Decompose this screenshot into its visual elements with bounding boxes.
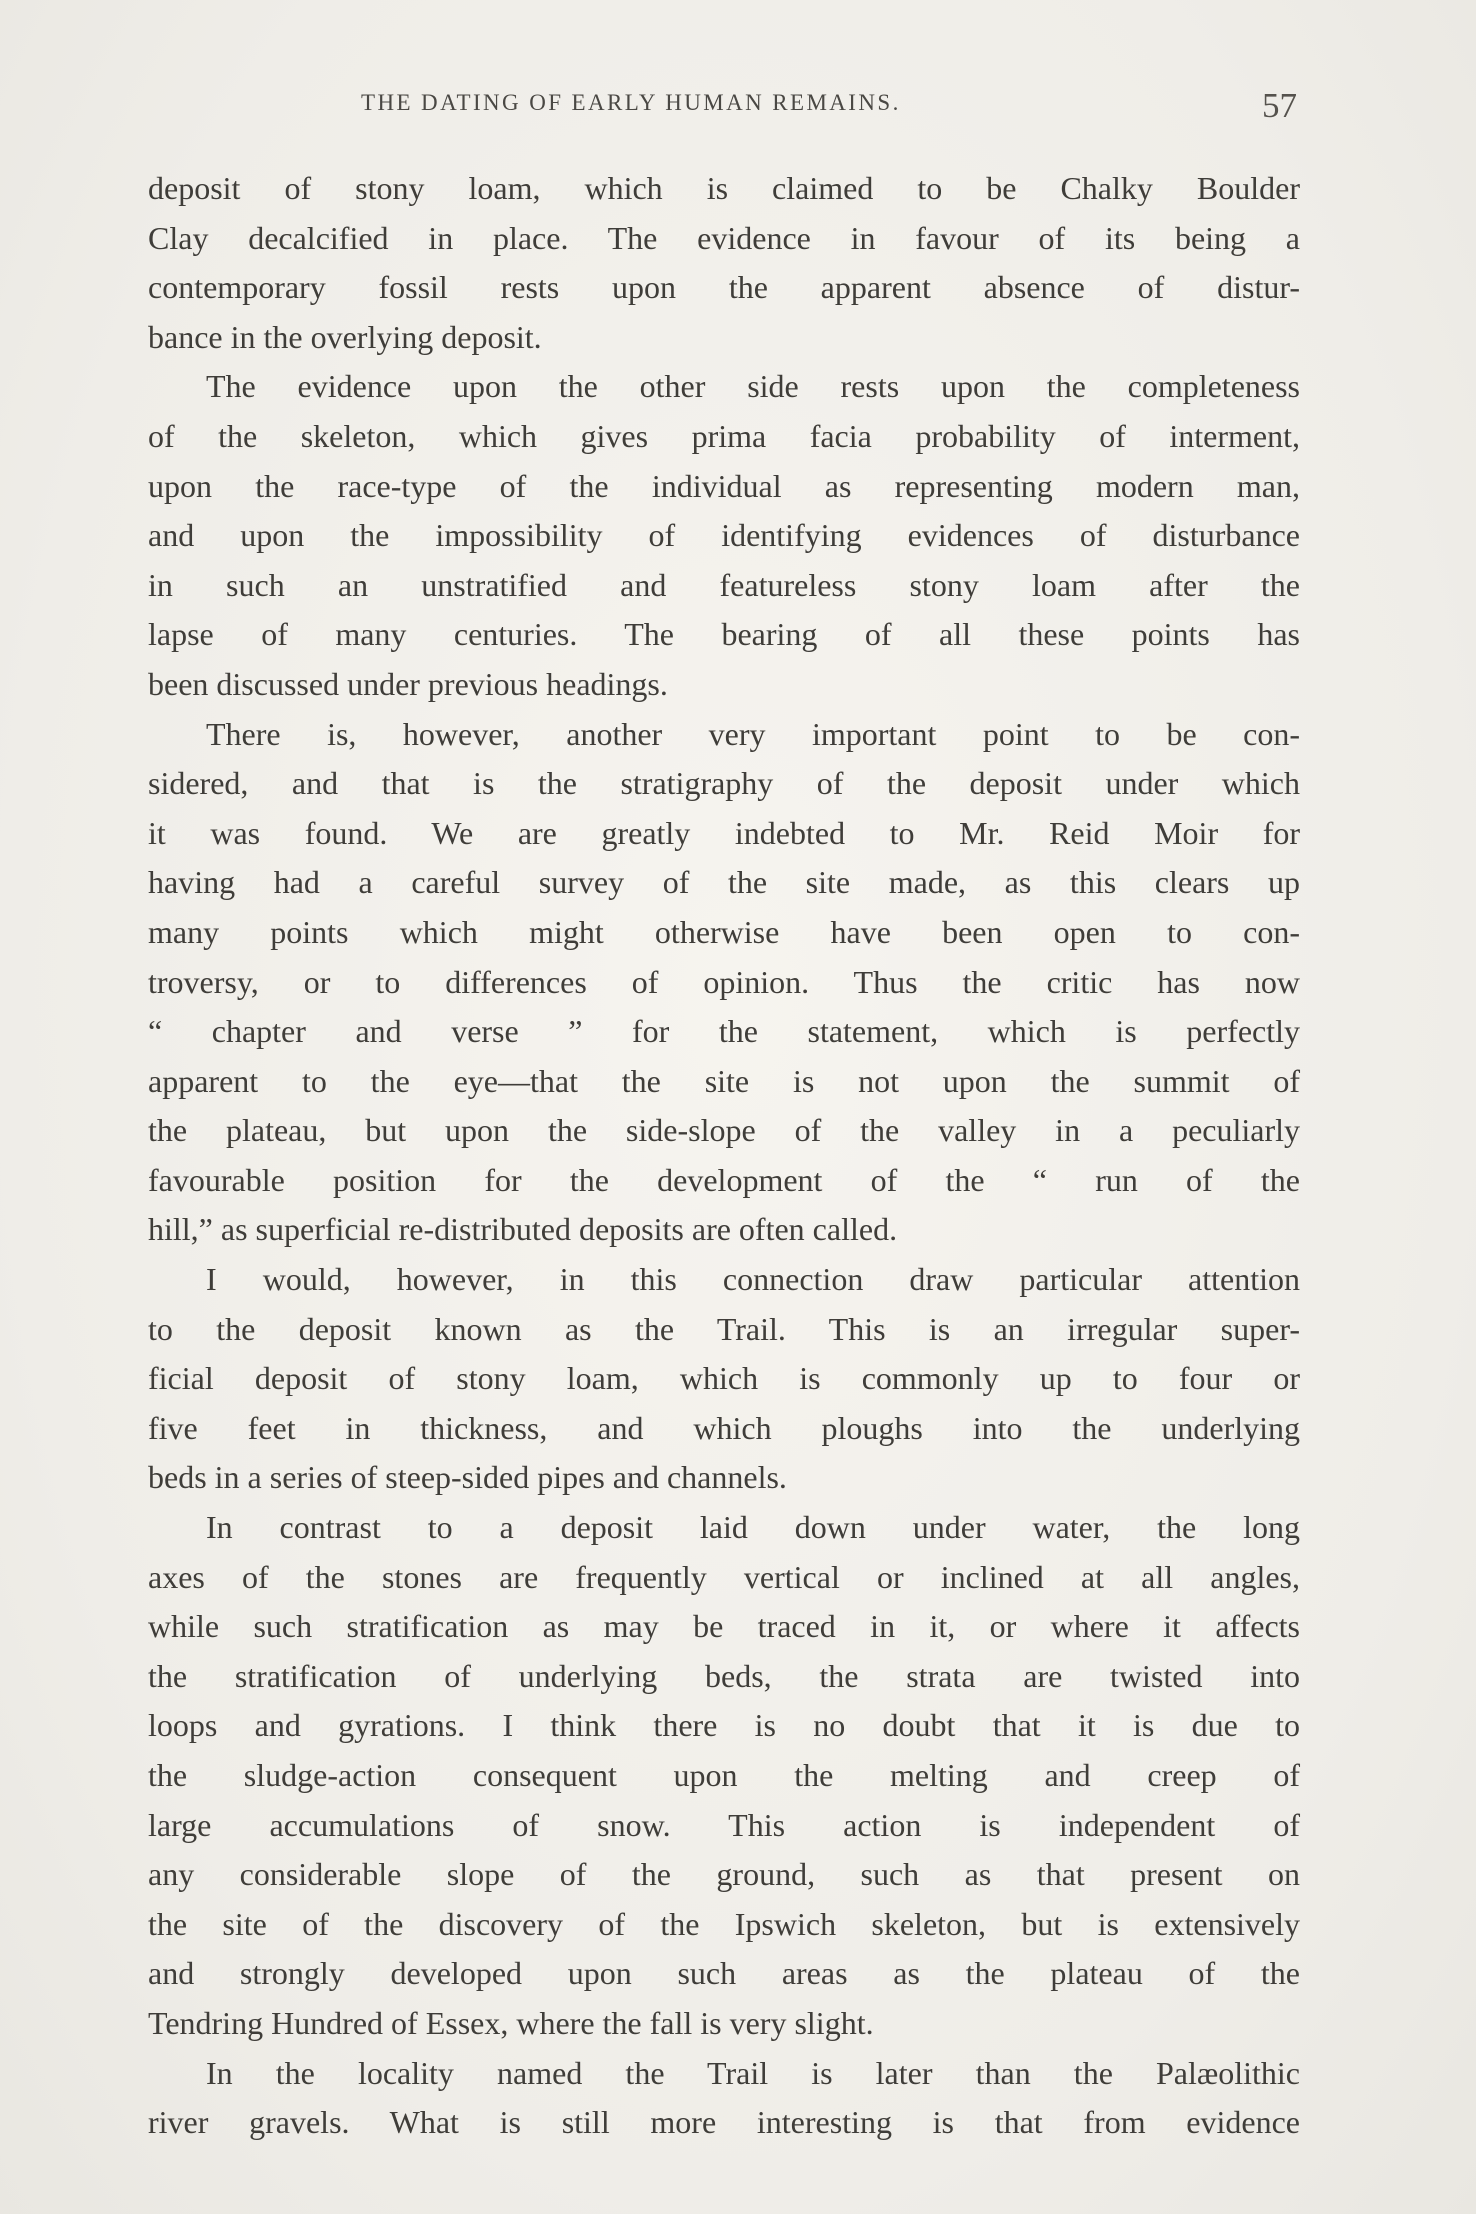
text-line: river gravels. What is still more interesting is that from evidence bbox=[148, 2104, 1300, 2141]
text-line: troversy, or to differences of opinion. Thus the critic has now bbox=[148, 963, 1300, 1000]
text-line: axes of the stones are frequently vertical or inclined at all angles, bbox=[148, 1558, 1300, 1595]
text-line: apparent to the eye—that the site is not upon the summit of bbox=[148, 1062, 1300, 1099]
text-line: and upon the impossibility of identifying evidences of disturbance bbox=[148, 517, 1300, 554]
text-line: the plateau, but upon the side-slope of the valley in a peculiarly bbox=[148, 1112, 1300, 1149]
text-line: In the locality named the Trail is later than the Palæolithic bbox=[206, 2054, 1300, 2091]
text-line: The evidence upon the other side rests upon the completeness bbox=[206, 368, 1300, 405]
page-number: 57 bbox=[1262, 86, 1297, 125]
text-line: “ chapter and verse ” for the statement, which is perfectly bbox=[148, 1013, 1300, 1050]
text-line: I would, however, in this connection draw particular attention bbox=[206, 1261, 1300, 1298]
text-line: the sludge-action consequent upon the melting and creep of bbox=[148, 1757, 1300, 1793]
text-line: ficial deposit of stony loam, which is commonly up to four or bbox=[148, 1360, 1300, 1397]
text-line: been discussed under previous headings. bbox=[148, 665, 668, 702]
text-line: In contrast to a deposit laid down under water, the long bbox=[206, 1509, 1300, 1546]
text-line: and strongly developed upon such areas as the plateau of the bbox=[148, 1955, 1300, 1992]
text-line: while such stratification as may be traced in it, or where it affects bbox=[148, 1608, 1300, 1645]
text-line: it was found. We are greatly indebted to Mr. Reid Moir for bbox=[148, 814, 1300, 851]
text-line: Tendring Hundred of Essex, where the fall is very slight. bbox=[148, 2004, 874, 2041]
text-line: the stratification of underlying beds, the strata are twisted into bbox=[148, 1657, 1300, 1694]
text-line: favourable position for the development of the “ run of the bbox=[148, 1161, 1300, 1198]
text-line: deposit of stony loam, which is claimed to be Chalky Boulder bbox=[148, 170, 1300, 206]
running-title: THE DATING OF EARLY HUMAN REMAINS. bbox=[361, 90, 901, 115]
running-head bbox=[0, 88, 1476, 132]
text-line: beds in a series of steep-sided pipes and channels. bbox=[148, 1459, 787, 1496]
text-line: large accumulations of snow. This action is independent of bbox=[148, 1806, 1300, 1843]
text-line: many points which might otherwise have been open to con- bbox=[148, 913, 1300, 950]
text-line: the site of the discovery of the Ipswich skeleton, but is extensively bbox=[148, 1905, 1300, 1942]
text-line: sidered, and that is the stratigraphy of the deposit under which bbox=[148, 765, 1300, 802]
text-line: There is, however, another very important point to be con- bbox=[206, 715, 1300, 752]
body-text bbox=[148, 164, 1300, 2148]
text-line: five feet in thickness, and which ploughs into the underlying bbox=[148, 1409, 1300, 1446]
text-line: upon the race-type of the individual as representing modern man, bbox=[148, 467, 1300, 504]
text-line: bance in the overlying deposit. bbox=[148, 318, 542, 355]
text-line: Clay decalcified in place. The evidence in favour of its being a bbox=[148, 219, 1300, 256]
text-line: hill,” as superficial re-distributed deposits are often called. bbox=[148, 1211, 898, 1248]
text-line: loops and gyrations. I think there is no doubt that it is due to bbox=[148, 1707, 1300, 1744]
text-line: having had a careful survey of the site made, as this clears up bbox=[148, 864, 1300, 901]
text-line: any considerable slope of the ground, such as that present on bbox=[148, 1856, 1300, 1893]
text-line: to the deposit known as the Trail. This is an irregular super- bbox=[148, 1310, 1300, 1347]
text-line: of the skeleton, which gives prima facia probability of interment, bbox=[148, 417, 1300, 454]
text-line: lapse of many centuries. The bearing of all these points has bbox=[148, 616, 1300, 653]
text-line: contemporary fossil rests upon the apparent absence of distur- bbox=[148, 269, 1300, 306]
text-line: in such an unstratified and featureless stony loam after the bbox=[148, 566, 1300, 603]
